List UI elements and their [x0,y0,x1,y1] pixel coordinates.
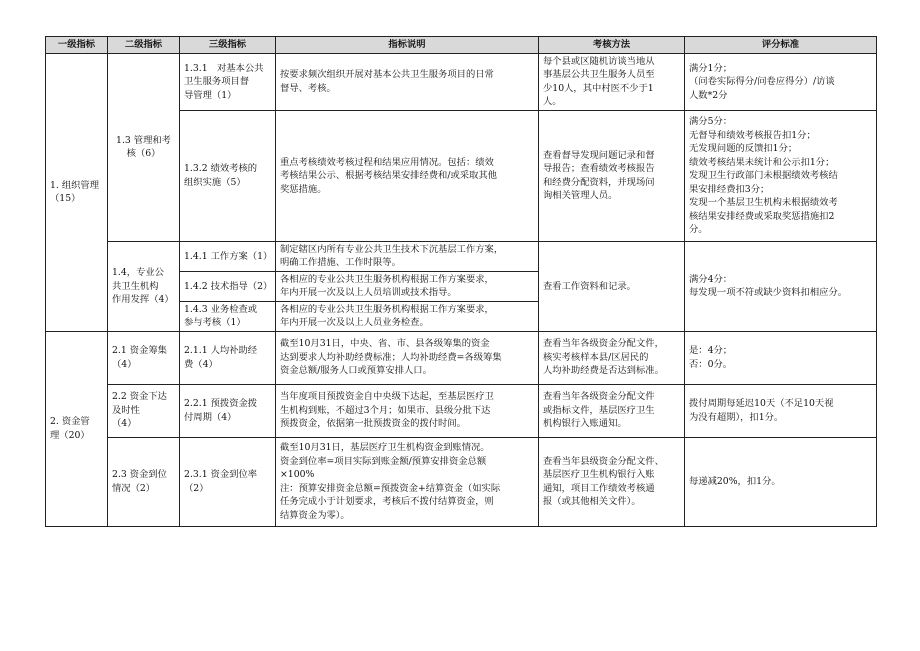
header-level2: 二级指标 [108,37,180,54]
scoring-cell: 满分1分； （问卷实际得分/问卷应得分）/访谈 人数*2分 [685,54,877,111]
level3-cell: 1.4.3 业务检查或 参与考核（1） [180,301,276,331]
header-level1: 一级指标 [46,37,108,54]
level3-cell: 1.3.2 绩效考核的 组织实施（5） [180,110,276,241]
method-cell: 查看工作资料和记录。 [539,241,685,331]
level3-cell: 1.4.1 工作方案（1） [180,241,276,271]
level1-cell: 1. 组织管理 （15） [46,54,108,332]
method-cell: 查看当年各级资金分配文件 或指标文件，基层医疗卫生 机构银行入账通知。 [539,384,685,437]
method-cell: 查看当年县级资金分配文件、 基层医疗卫生机构银行入账 通知，项目工作绩效考核通 报（或其他相关文件）。 [539,437,685,526]
method-cell: 每个县或区随机访谈当地从 事基层公共卫生服务人员至 少10人，其中村医不少于1 人。 [539,54,685,111]
description-cell: 截至10月31日，基层医疗卫生机构资金到账情况。 资金到位率=项目实际到账金额/预算安排资金总额 ×100% 注：预算安排资金总额=预拨资金+结算资金（如实际 任务完成小于计划要求，考核后不拨付结算资金，则 结算资金为零）。 [276,437,539,526]
header-row [46,37,877,54]
level1-cell: 2. 资金管 理（20） [46,331,108,526]
level2-cell: 2.1 资金筹集 （4） [108,331,180,384]
level3-cell: 2.3.1 资金到位率 （2） [180,437,276,526]
description-cell: 截至10月31日，中央、省、市、县各级筹集的资金 达到要求人均补助经费标准；人均补助经费=各级筹集 资金总额/服务人口或预算安排人口。 [276,331,539,384]
method-cell: 查看当年各级资金分配文件， 核实考核样本县/区居民的 人均补助经费是否达到标准。 [539,331,685,384]
level3-cell: 1.4.2 技术指导（2） [180,271,276,301]
description-cell: 各相应的专业公共卫生服务机构根据工作方案要求， 年内开展一次及以上人员培训或技术指导。 [276,271,539,301]
indicator-table [45,36,877,527]
scoring-cell: 拨付周期每延迟10天（不足10天视 为没有超期），扣1分。 [685,384,877,437]
table-row [46,54,877,111]
level3-cell: 2.2.1 预拨资金拨 付周期（4） [180,384,276,437]
description-cell: 重点考核绩效考核过程和结果应用情况。包括：绩效 考核结果公示、根据考核结果安排经费和/或采取其他 奖惩措施。 [276,110,539,241]
header-level3: 三级指标 [180,37,276,54]
header-scoring: 评分标准 [685,37,877,54]
scoring-cell: 是：4分； 否：0分。 [685,331,877,384]
header-description: 指标说明 [276,37,539,54]
table-row [46,437,877,526]
level2-cell: 1.3 管理和考 核（6） [108,54,180,242]
method-cell: 查看督导发现问题记录和督 导报告；查看绩效考核报告 和经费分配资料，并现场问 询相关管理人员。 [539,110,685,241]
level2-cell: 1.4，专业公 共卫生机构 作用发挥（4） [108,241,180,331]
header-method: 考核方法 [539,37,685,54]
scoring-cell: 满分5分： 无督导和绩效考核报告扣1分； 无发现问题的反馈扣1分； 绩效考核结果未统计和公示扣1分； 发现卫生行政部门未根据绩效考核结 果安排经费扣3分； 发现一个基层卫生机构未根据绩效考 核结果安排经费或采取奖惩措施扣2 分。 [685,110,877,241]
scoring-cell: 每递减20%，扣1分。 [685,437,877,526]
scoring-cell: 满分4分： 每发现一项不符或缺少资料扣相应分。 [685,241,877,331]
level2-cell: 2.2 资金下达 及时性 （4） [108,384,180,437]
table-row [46,241,877,271]
level3-cell: 2.1.1 人均补助经 费（4） [180,331,276,384]
table-row [46,331,877,384]
level3-cell: 1.3.1 对基本公共 卫生服务项目督 导管理（1） [180,54,276,111]
description-cell: 按要求频次组织开展对基本公共卫生服务项目的日常 督导、考核。 [276,54,539,111]
level2-cell: 2.3 资金到位 情况（2） [108,437,180,526]
description-cell: 各相应的专业公共卫生服务机构根据工作方案要求， 年内开展一次及以上人员业务检查。 [276,301,539,331]
description-cell: 当年度项目预拨资金自中央级下达起，至基层医疗卫 生机构到账，不超过3个月；如果市、县级分批下达 预拨资金，依据第一批预拨资金的拨付时间。 [276,384,539,437]
table-row [46,384,877,437]
description-cell: 制定辖区内所有专业公共卫生技术下沉基层工作方案， 明确工作措施、工作时限等。 [276,241,539,271]
